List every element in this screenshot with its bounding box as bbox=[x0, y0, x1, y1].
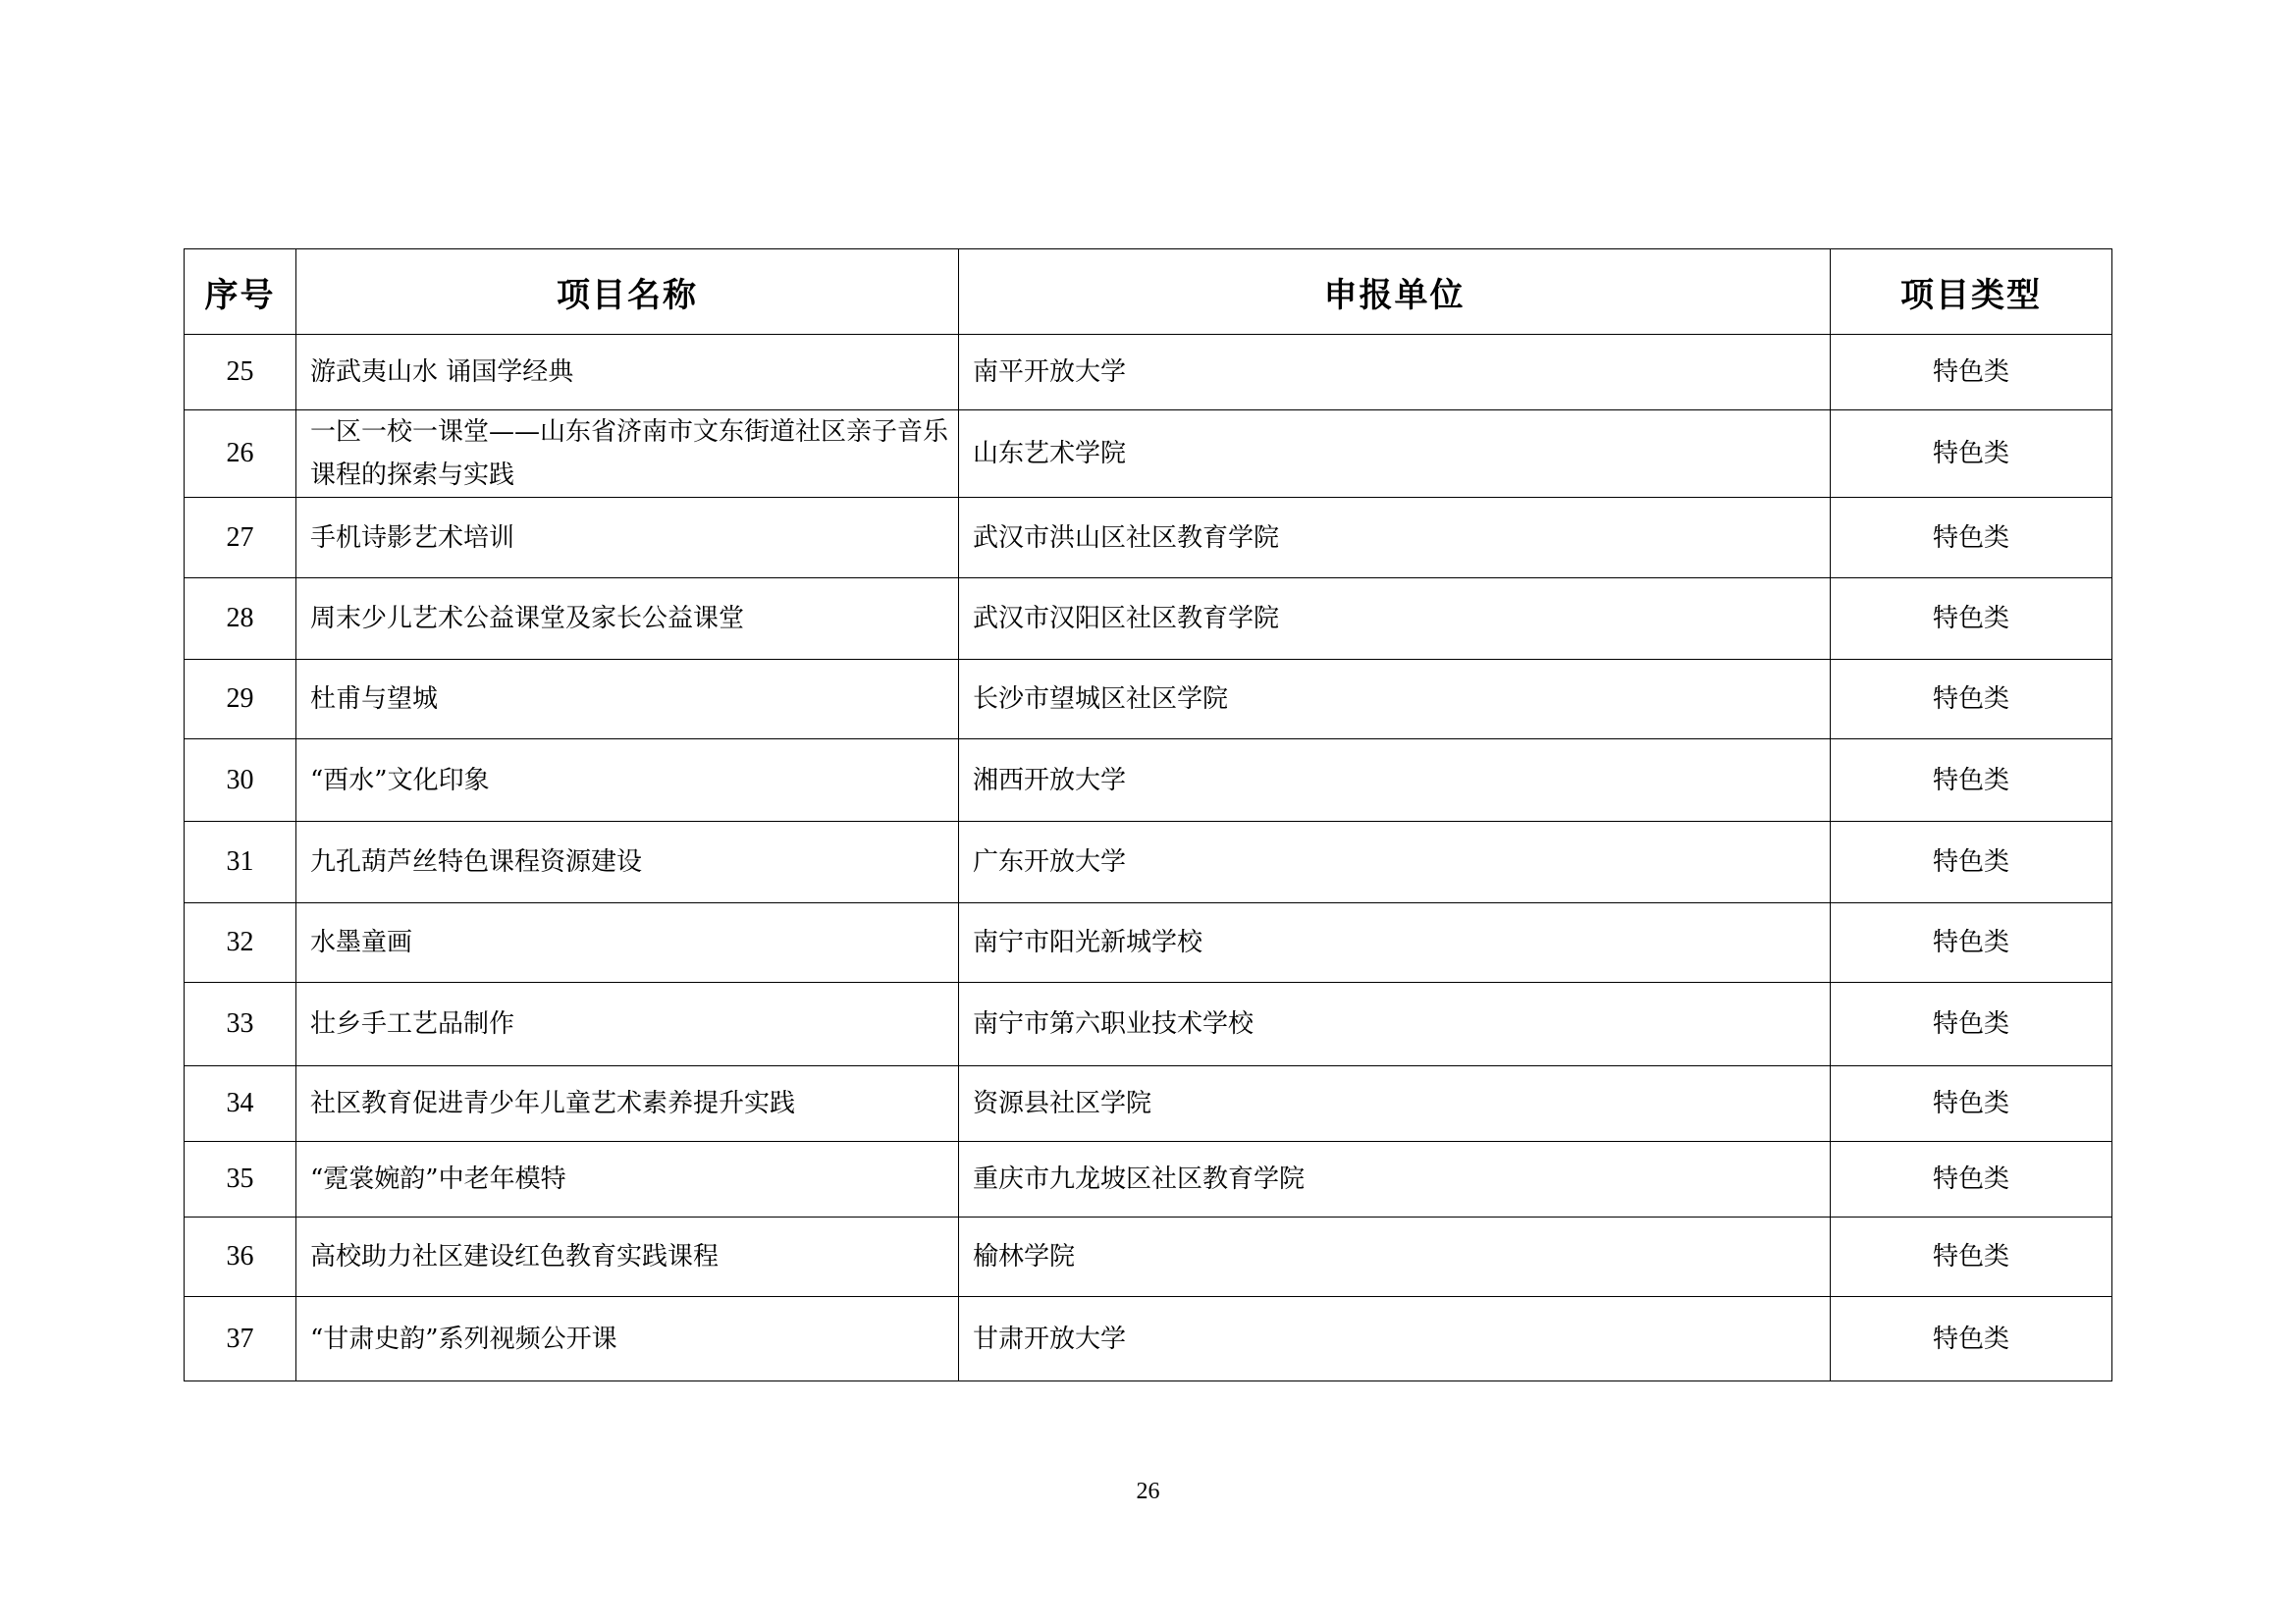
row-project-name: 杜甫与望城 bbox=[296, 660, 959, 739]
row-project-name: 游武夷山水 诵国学经典 bbox=[296, 335, 959, 410]
row-project-type: 特色类 bbox=[1831, 1297, 2112, 1381]
row-project-name: 壮乡手工艺品制作 bbox=[296, 983, 959, 1066]
table-row bbox=[185, 498, 2112, 578]
row-project-type: 特色类 bbox=[1831, 1218, 2112, 1297]
table-row bbox=[185, 739, 2112, 822]
row-project-type: 特色类 bbox=[1831, 410, 2112, 498]
header-project-name: 项目名称 bbox=[296, 249, 959, 335]
row-project-type: 特色类 bbox=[1831, 1142, 2112, 1218]
row-seq: 28 bbox=[185, 578, 296, 660]
project-table bbox=[184, 248, 2112, 1381]
row-applicant-unit: 山东艺术学院 bbox=[959, 410, 1831, 498]
header-project-type: 项目类型 bbox=[1831, 249, 2112, 335]
row-applicant-unit: 武汉市洪山区社区教育学院 bbox=[959, 498, 1831, 578]
row-applicant-unit: 资源县社区学院 bbox=[959, 1066, 1831, 1142]
row-seq: 31 bbox=[185, 822, 296, 903]
row-applicant-unit: 重庆市九龙坡区社区教育学院 bbox=[959, 1142, 1831, 1218]
table-row bbox=[185, 660, 2112, 739]
row-seq: 29 bbox=[185, 660, 296, 739]
row-project-name: “甘肃史韵”系列视频公开课 bbox=[296, 1297, 959, 1381]
row-project-type: 特色类 bbox=[1831, 578, 2112, 660]
row-applicant-unit: 南平开放大学 bbox=[959, 335, 1831, 410]
row-project-type: 特色类 bbox=[1831, 903, 2112, 983]
row-seq: 33 bbox=[185, 983, 296, 1066]
table-row bbox=[185, 410, 2112, 498]
row-applicant-unit: 武汉市汉阳区社区教育学院 bbox=[959, 578, 1831, 660]
row-seq: 32 bbox=[185, 903, 296, 983]
row-seq: 30 bbox=[185, 739, 296, 822]
table-row bbox=[185, 1218, 2112, 1297]
row-project-name: 九孔葫芦丝特色课程资源建设 bbox=[296, 822, 959, 903]
row-project-type: 特色类 bbox=[1831, 822, 2112, 903]
row-project-name: 水墨童画 bbox=[296, 903, 959, 983]
page-number: 26 bbox=[1136, 1479, 1160, 1504]
table-row bbox=[185, 578, 2112, 660]
table-row bbox=[185, 1066, 2112, 1142]
row-applicant-unit: 榆林学院 bbox=[959, 1218, 1831, 1297]
row-project-name: 手机诗影艺术培训 bbox=[296, 498, 959, 578]
table-row bbox=[185, 983, 2112, 1066]
row-applicant-unit: 南宁市第六职业技术学校 bbox=[959, 983, 1831, 1066]
row-seq: 37 bbox=[185, 1297, 296, 1381]
row-applicant-unit: 广东开放大学 bbox=[959, 822, 1831, 903]
row-seq: 25 bbox=[185, 335, 296, 410]
row-project-name: 高校助力社区建设红色教育实践课程 bbox=[296, 1218, 959, 1297]
table-row bbox=[185, 822, 2112, 903]
table-header-row bbox=[185, 249, 2112, 335]
row-project-name: 社区教育促进青少年儿童艺术素养提升实践 bbox=[296, 1066, 959, 1142]
row-project-name: “霓裳婉韵”中老年模特 bbox=[296, 1142, 959, 1218]
table-row bbox=[185, 1142, 2112, 1218]
row-project-type: 特色类 bbox=[1831, 983, 2112, 1066]
row-project-type: 特色类 bbox=[1831, 1066, 2112, 1142]
table-row bbox=[185, 903, 2112, 983]
table-row bbox=[185, 335, 2112, 410]
row-project-name: 周末少儿艺术公益课堂及家长公益课堂 bbox=[296, 578, 959, 660]
row-seq: 34 bbox=[185, 1066, 296, 1142]
row-project-name: 一区一校一课堂——山东省济南市文东街道社区亲子音乐课程的探索与实践 bbox=[296, 410, 959, 498]
row-project-type: 特色类 bbox=[1831, 498, 2112, 578]
row-applicant-unit: 湘西开放大学 bbox=[959, 739, 1831, 822]
row-applicant-unit: 长沙市望城区社区学院 bbox=[959, 660, 1831, 739]
row-seq: 35 bbox=[185, 1142, 296, 1218]
row-seq: 36 bbox=[185, 1218, 296, 1297]
row-seq: 27 bbox=[185, 498, 296, 578]
row-applicant-unit: 南宁市阳光新城学校 bbox=[959, 903, 1831, 983]
row-seq: 26 bbox=[185, 410, 296, 498]
row-applicant-unit: 甘肃开放大学 bbox=[959, 1297, 1831, 1381]
row-project-type: 特色类 bbox=[1831, 660, 2112, 739]
header-applicant-unit: 申报单位 bbox=[959, 249, 1831, 335]
row-project-type: 特色类 bbox=[1831, 335, 2112, 410]
header-seq: 序号 bbox=[185, 249, 296, 335]
row-project-type: 特色类 bbox=[1831, 739, 2112, 822]
row-project-name: “酉水”文化印象 bbox=[296, 739, 959, 822]
table-row bbox=[185, 1297, 2112, 1381]
